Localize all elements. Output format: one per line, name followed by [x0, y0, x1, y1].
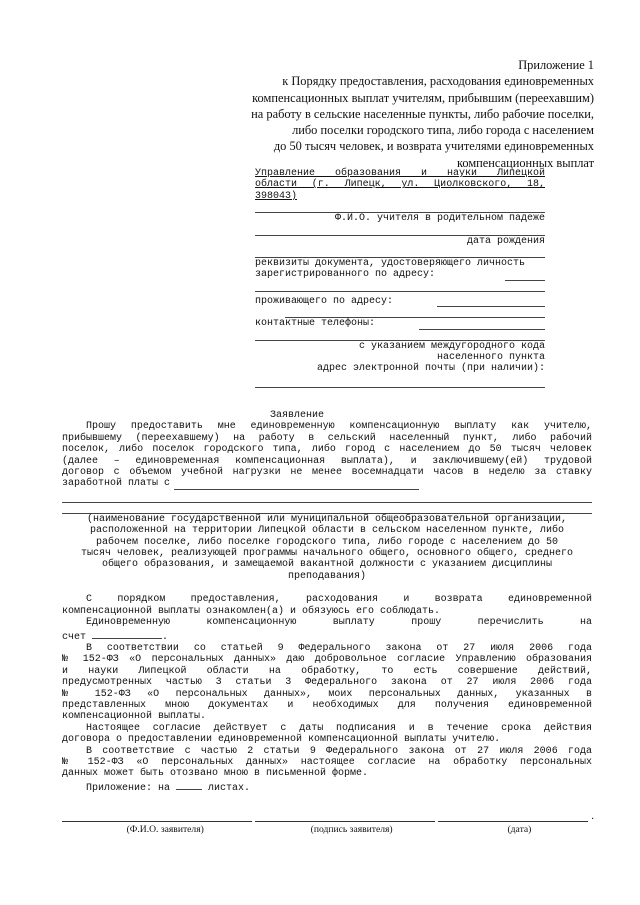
registered-label: зарегистрированного по адресу: [255, 269, 436, 281]
applicant-signature-caption: (подпись заявителя) [310, 824, 393, 835]
recipient-line: области (г. Липецк, ул. Циолковского, 18, [255, 179, 545, 191]
attachment-suffix: листах. [208, 782, 251, 794]
attachment-pages-field[interactable] [176, 780, 202, 790]
request-line: (далее – единовременная компенсационная выплата), и заключившему(ей) трудовой [62, 455, 592, 467]
living-field-2[interactable] [285, 307, 545, 318]
appendix-line: до 50 тысяч человек, и возврата учителями единовременных [273, 139, 594, 154]
salary-row [62, 478, 592, 489]
consent-line: В соответствии со статьей 9 Федерального закона от 27 июля 2006 года [86, 642, 592, 654]
appendix-line: либо поселки городского типа, либо города с населением [292, 123, 594, 138]
transfer-line: Единовременную компенсационную выплату прошу перечислить на [86, 617, 592, 629]
consent-line: и науки Липецкой области на обработку, то есть совершение действий, [62, 665, 592, 677]
recipient-line: Управление образования и науки Липецкой [255, 168, 545, 179]
signature-block: . (Ф.И.О. заявителя) (подпись заявителя) (дата) [62, 810, 594, 835]
birth-date-label: дата рождения [466, 235, 545, 247]
org-hint [62, 514, 592, 582]
fio-field-2[interactable] [255, 225, 545, 236]
email-label: адрес электронной почты (при наличии): [316, 363, 545, 375]
validity-line: Настоящее согласие действует с даты подписания и в течение срока действия [86, 722, 592, 734]
recipient-line: 398043) [255, 190, 298, 202]
account-label: счет [62, 631, 87, 643]
phones-label: контактные телефоны: [255, 318, 376, 330]
phones-field-2[interactable] [255, 330, 545, 341]
request-line: Прошу предоставить мне единовременную компенсационную выплату как учителю, [86, 421, 592, 433]
applicant-name-caption: (Ф.И.О. заявителя) [126, 824, 204, 835]
org-hint-line: преподавания) [287, 570, 366, 582]
applicant-signature-field[interactable] [255, 811, 435, 822]
id-document-label: реквизиты документа, удостоверяющего личность [255, 258, 526, 270]
org-hint-line: расположенной на территории Липецкой области в сельском населенном пункте, либо [89, 525, 565, 537]
salary-date-field[interactable] [174, 479, 419, 490]
attachment-row [62, 780, 592, 794]
phones-field[interactable] [419, 319, 545, 330]
living-field[interactable] [437, 296, 545, 307]
org-hint-line: (наименование государственной или муниципальной общеобразовательной организации, [86, 513, 568, 525]
org-hint-line: тысяч человек, реализующей программы начального общего, основного общего, среднего [80, 548, 574, 560]
statement-body [62, 410, 592, 794]
living-row [255, 296, 545, 307]
date-caption: (дата) [507, 824, 532, 835]
birth-date-field[interactable] [255, 247, 545, 258]
addressee-block [255, 168, 545, 388]
consent-line: предусмотренных частью 3 статьи 3 Федерального закона от 27 июля 2006 года [62, 677, 592, 689]
account-field[interactable] [92, 629, 162, 639]
living-label: проживающего по адресу: [255, 295, 394, 307]
request-line: договор с объемом учебной нагрузки не менее восемнадцати часов в неделю за ставку [62, 467, 592, 479]
appendix-line: на работу в сельские населенные пункты, либо рабочие поселки, [251, 106, 594, 121]
salary-prefix: заработной платы с [62, 478, 171, 490]
fio-field[interactable] [255, 202, 545, 213]
email-field[interactable] [255, 375, 545, 388]
request-line: поселок, либо поселок городского типа, либо город с населением до 50 тысяч человек [62, 444, 592, 456]
revoke-line: В соответствие с частью 2 статьи 9 Федерального закона от 27 июля 2006 года [86, 745, 592, 757]
registered-row [255, 269, 545, 280]
attachment-prefix: Приложение: на [86, 782, 171, 794]
org-hint-line: общего образования, и замещаемой вакантной должности с указанием дисциплины [101, 559, 553, 571]
account-row: счет . [62, 629, 592, 643]
consent-line: № 152-ФЗ «О персональных данных», моих персональных данных, указанных в [62, 688, 592, 700]
org-field-2[interactable] [62, 503, 592, 514]
validity-line: договора о предоставлении единовременной компенсационной выплаты учителю. [62, 734, 501, 746]
intercity-label: с указанием междугородного кода [358, 340, 545, 352]
phones-row [255, 318, 545, 329]
consent-line: № 152-ФЗ «О персональных данных» даю добровольное согласие Управлению образования [62, 654, 592, 666]
fio-label: Ф.И.О. учителя в родительном падеже [334, 213, 545, 225]
appendix-line: компенсационных выплат учителям, прибывшим (переехавшим) [252, 90, 594, 105]
revoke-line: № 152-ФЗ «О персональных данных» настоящее согласие на обработку персональных [62, 756, 592, 768]
consent-line: компенсационной выплаты. [62, 711, 207, 723]
consent-line: представленных мною документах и необходимых для получения единовременной [62, 699, 592, 711]
registered-field-2[interactable] [255, 281, 545, 292]
appendix-header [214, 57, 594, 171]
appendix-line: компенсационных выплат [456, 155, 594, 170]
revoke-line: данных может быть отозвано мною в письменной форме. [62, 768, 369, 780]
appendix-title: Приложение 1 [518, 58, 594, 72]
familiar-line: С порядком предоставления, расходования и возврата единовременной [86, 594, 592, 606]
intercity-label-2: населенного пункта [436, 352, 545, 364]
statement-title: Заявление [269, 410, 324, 421]
registered-field[interactable] [505, 270, 545, 281]
date-field[interactable] [438, 811, 588, 822]
request-line: прибывшему (переехавшему) на работу в сельский населенный пункт, либо рабочий [62, 432, 592, 444]
org-hint-line: рабочем поселке, либо поселке городского типа, либо городе с населением до 50 [95, 536, 559, 548]
appendix-line: к Порядку предоставления, расходования единовременных [282, 74, 594, 89]
applicant-name-field[interactable] [62, 811, 252, 822]
familiar-line: компенсационной выплаты ознакомлен(а) и обязуюсь его соблюдать. [62, 605, 441, 617]
org-field-1[interactable] [62, 492, 592, 503]
